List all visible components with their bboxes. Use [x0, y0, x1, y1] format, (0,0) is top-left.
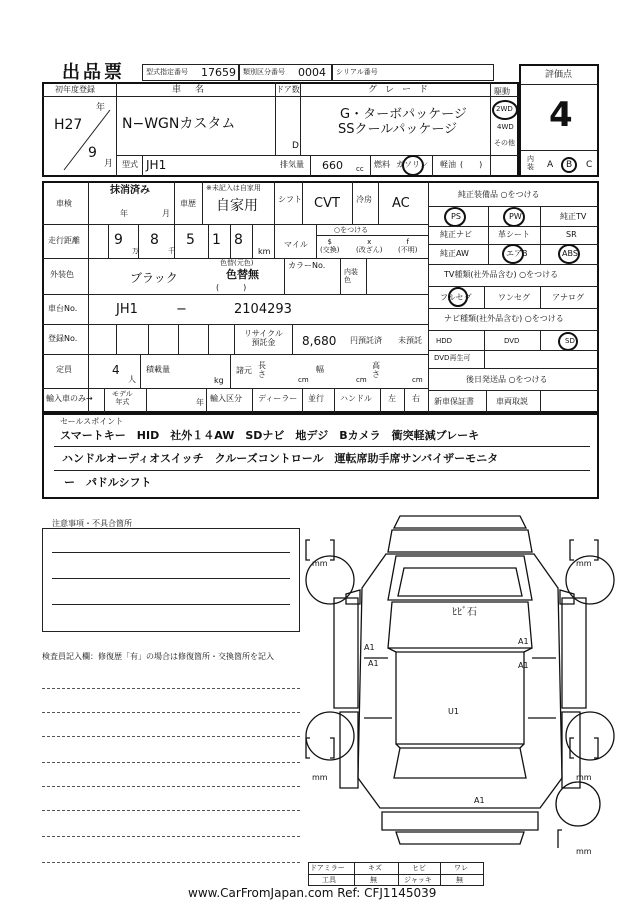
handle-right: 右 — [412, 394, 420, 403]
inspector-line-4 — [42, 762, 300, 763]
drive-2wd-circle — [492, 100, 518, 120]
grade-label: グレード — [368, 85, 437, 95]
meter-circle-note: ○をつける — [334, 226, 369, 234]
recycle-label: リサイクル 預託金 — [244, 329, 283, 347]
equip-ps: PS — [451, 212, 461, 221]
mileage-sen: 千 — [168, 247, 175, 255]
color-value: ブラック — [130, 271, 178, 285]
chassis-prefix: JH1 — [116, 302, 138, 317]
history-note: ※未記入は自家用 — [206, 184, 261, 192]
inspector-line-1 — [42, 688, 300, 689]
equip-abs-circle — [558, 244, 580, 264]
fuel-gas: ガソリン — [396, 160, 428, 169]
equip-pw-circle — [503, 207, 525, 227]
drive-2wd: 2WD — [496, 105, 513, 113]
mark-a1-right-lower: A1 — [518, 661, 529, 670]
drive-4wd: 4WD — [497, 123, 514, 131]
selling-points-line3: ー パドルシフト — [64, 476, 152, 489]
navi-sd: SD — [565, 337, 575, 345]
equip-abs: ABS — [562, 249, 578, 258]
load-unit: kg — [214, 376, 224, 385]
legend-none-1: 無 — [370, 876, 377, 884]
serial-box — [332, 64, 494, 81]
tv-title: TV種類(社外品含む) ○をつける — [444, 270, 559, 279]
serial-label: シリアル番号 — [336, 68, 378, 76]
mile-label: マイル — [284, 240, 308, 249]
grade-line2: SSクールパッケージ — [338, 122, 458, 137]
model-cert-label: 型式指定番号 — [146, 68, 188, 76]
fuel-label: 燃料 — [374, 160, 390, 169]
meter-rolled: x (改ざん) — [356, 238, 383, 255]
car-damage-diagram — [300, 508, 620, 848]
mark-a1-rear: A1 — [474, 796, 485, 805]
drive-label: 駆動 — [494, 87, 510, 96]
repaint-value: 色替無 — [226, 268, 259, 281]
mileage-digit-5: 8 — [234, 232, 243, 248]
legend-door-mirror: ドアミラー — [310, 864, 345, 872]
inspector-line-5 — [42, 786, 300, 787]
handle-left: 左 — [388, 394, 396, 403]
interior-b-circle — [561, 157, 577, 173]
first-reg-month-label: 月 — [104, 159, 114, 169]
tv-oneseg: ワンセグ — [498, 293, 530, 302]
recycle-unpaid: 未預託 — [398, 336, 422, 345]
import-class-label: 輸入区分 — [210, 394, 242, 403]
mileage-man: 万 — [132, 247, 139, 255]
color-no-label: カラーNo. — [288, 261, 326, 270]
length-unit: cm — [298, 376, 309, 384]
first-reg-month: 9 — [88, 145, 97, 161]
load-label: 積載量 — [146, 365, 170, 374]
mm-rear-left: mm — [312, 773, 328, 782]
import-year-unit: 年 — [196, 398, 204, 407]
legend-jack: ジャッキ — [404, 876, 432, 884]
inspector-line-6 — [42, 810, 300, 811]
interior-c: C — [586, 160, 593, 170]
inspector-line-3 — [42, 736, 300, 737]
equip-pw: PW — [509, 212, 522, 221]
legend-scratch: キズ — [368, 864, 382, 872]
ac-label: 冷房 — [356, 195, 372, 204]
first-reg-year-label: 年 — [96, 103, 106, 113]
meter-unknown: f (不明) — [398, 238, 418, 255]
equip-airbag: エアB — [506, 249, 528, 258]
fuel-diesel: 軽油 — [440, 160, 456, 169]
mark-u1: U1 — [448, 707, 459, 716]
fuel-gas-circle — [402, 155, 424, 176]
interior-b: B — [566, 160, 573, 170]
tv-analog: アナログ — [552, 293, 584, 302]
mm-front-right: mm — [576, 559, 592, 568]
selling-points-line2: ハンドルオーディオスイッチ クルーズコントロール 運転席助手席サンバイザーモニタ — [62, 452, 499, 465]
inspection-label: 車検 — [56, 199, 72, 208]
score-value: 4 — [549, 95, 573, 135]
equip-tv: 純正TV — [560, 212, 587, 221]
mileage-digit-3: 5 — [186, 232, 195, 248]
caution-box — [42, 528, 300, 632]
door-label: ドア数 — [276, 85, 300, 94]
tv-fullseg: フルセグ — [440, 293, 472, 302]
model-code: JH1 — [146, 158, 167, 172]
navi-hdd: HDD — [436, 337, 453, 345]
displacement-label: 排気量 — [280, 160, 304, 169]
selling-points-label: セールスポイント — [60, 417, 124, 426]
chassis-label: 車台No. — [48, 304, 78, 313]
width-label: 幅 — [316, 365, 324, 374]
equip-leather: 革シート — [498, 230, 530, 239]
mm-rear-right: mm — [576, 773, 592, 782]
first-reg-era-year: H27 — [54, 117, 83, 133]
tv-fullseg-circle — [448, 287, 468, 307]
shift-label: シフト — [278, 195, 302, 204]
recycle-status: 円預託済 — [350, 336, 382, 345]
height-label: 高さ — [372, 361, 380, 379]
inspector-line-2 — [42, 712, 300, 713]
fuel-paren: ( ) — [460, 160, 483, 169]
form-title: 出品票 — [62, 62, 125, 83]
mileage-label: 走行距離 — [48, 236, 80, 245]
model-code-label: 型式 — [122, 160, 138, 169]
ac-value: AC — [392, 196, 410, 211]
capacity-value: 4 — [112, 363, 120, 377]
drive-other: その他 — [494, 139, 515, 147]
repaint-label: 色替(元色) — [220, 259, 254, 267]
mileage-digit-4: 1 — [212, 232, 221, 248]
equip-ps-circle — [444, 207, 466, 227]
inspection-month-label: 月 — [162, 209, 170, 218]
first-reg-label: 初年度登録 — [55, 85, 95, 94]
equip-sr: SR — [566, 230, 577, 239]
footer-watermark: www.CarFromJapan.com Ref: CFJ1145039 — [188, 886, 437, 900]
aftermarket-title: 後日発送品 ○をつける — [466, 375, 548, 384]
equip-airbag-circle — [502, 244, 524, 264]
class-value: 0004 — [298, 66, 326, 79]
class-label: 類別区分番号 — [243, 68, 285, 76]
interior-a: A — [547, 160, 554, 170]
navi-dvd-player: DVD再生可 — [434, 354, 471, 362]
score-label: 評価点 — [545, 70, 573, 80]
reg-no-label: 登録No. — [48, 334, 78, 343]
legend-dent: ワレ — [454, 864, 468, 872]
handle-label: ハンドル — [340, 394, 372, 403]
repaint-paren: ( ) — [216, 283, 247, 292]
inspector-line-8 — [42, 862, 300, 863]
model-year-label: モデル 年式 — [112, 390, 133, 406]
equip-aw: 純正AW — [440, 249, 469, 258]
mark-a1-left-lower: A1 — [368, 659, 379, 668]
recycle-value: 8,680 — [302, 334, 337, 348]
door-suffix: D — [292, 141, 299, 151]
windshield-mark: ﾋﾋﾞ石 — [452, 607, 477, 618]
length-label: 長さ — [258, 361, 266, 379]
shift-value: CVT — [314, 196, 340, 211]
mark-a1-right-upper: A1 — [518, 637, 529, 646]
chassis-number: 2104293 — [234, 302, 292, 317]
color-label: 外装色 — [50, 270, 74, 279]
navi-title: ナビ種類(社外品含む) ○をつける — [444, 314, 564, 323]
after-manual: 車両取説 — [496, 397, 528, 406]
navi-sd-circle — [558, 332, 578, 351]
capacity-unit: 人 — [128, 375, 136, 384]
selling-points-line1: スマートキー HID 社外１４AW SDナビ 地デジ Bカメラ 衝突軽減ブレーキ — [60, 429, 480, 442]
height-unit: cm — [412, 376, 423, 384]
mileage-km: km — [258, 247, 271, 256]
mm-front-left: mm — [312, 559, 328, 568]
genuine-title: 純正装備品 ○をつける — [458, 190, 540, 199]
history-label: 車歴 — [180, 199, 196, 208]
caution-label: 注意事項・不具合箇所 — [52, 519, 132, 528]
grade-line1: G・ターボパッケージ — [340, 107, 467, 122]
car-name-label: 車名 — [172, 85, 219, 95]
import-label: 輸入車のみ→ — [46, 394, 93, 403]
width-unit: cm — [356, 376, 367, 384]
mark-a1-left-upper: A1 — [364, 643, 375, 652]
inspector-line-7 — [42, 836, 300, 837]
mm-spare: mm — [576, 847, 592, 856]
inspection-value: 抹消済み — [110, 185, 150, 196]
history-value: 自家用 — [216, 198, 258, 214]
displacement-unit: cc — [356, 165, 364, 173]
displacement-value: 660 — [322, 159, 343, 172]
size-label: 諸元 — [236, 366, 252, 375]
interior-label: 内装 — [527, 155, 534, 171]
legend-none-2: 無 — [456, 876, 463, 884]
class-box — [239, 64, 332, 81]
mileage-digit-1: 9 — [114, 232, 123, 248]
interior-color-label: 内装 色 — [344, 268, 358, 285]
model-cert-value: 17659 — [201, 66, 236, 79]
legend-crack: ヒビ — [412, 864, 426, 872]
chassis-dash: − — [176, 302, 187, 317]
model-cert-box — [142, 64, 239, 81]
navi-dvd: DVD — [504, 337, 520, 345]
mileage-digit-2: 8 — [150, 232, 159, 248]
equip-navi: 純正ナビ — [440, 230, 472, 239]
import-dealer: ディーラー — [258, 394, 298, 403]
capacity-label: 定員 — [56, 365, 72, 374]
import-parallel: 並行 — [308, 394, 324, 403]
meter-exchanged: $ (交換) — [320, 238, 340, 255]
legend-tools: 工具 — [322, 876, 336, 884]
inspection-year-label: 年 — [120, 209, 128, 218]
after-warranty: 新車保証書 — [434, 397, 474, 406]
inspector-label: 検査員記入欄：修復歴「有」の場合は修復箇所・交換箇所を記入 — [42, 652, 274, 661]
car-name: N−WGNカスタム — [122, 116, 236, 132]
